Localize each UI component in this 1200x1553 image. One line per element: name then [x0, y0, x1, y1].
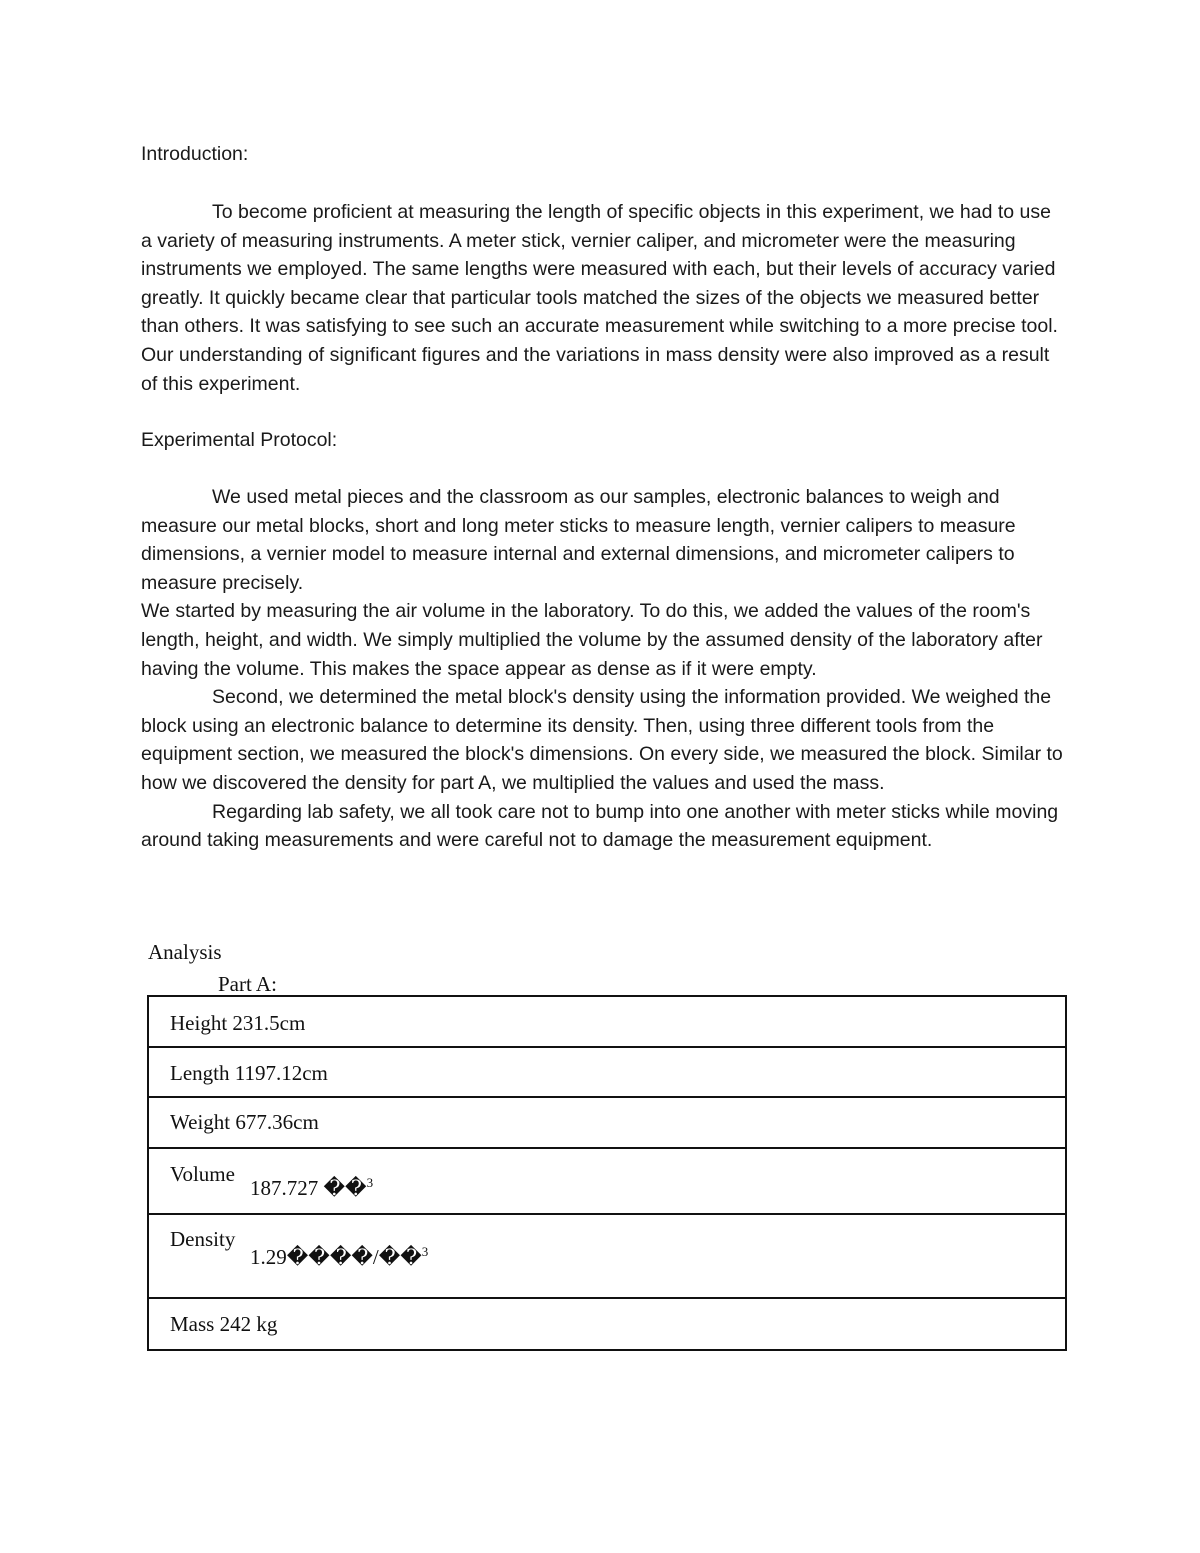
protocol-heading: Experimental Protocol:: [141, 429, 338, 451]
measurement-table: [147, 995, 1067, 1351]
table-row: [149, 1215, 1065, 1299]
density-value: [250, 1244, 428, 1270]
volume-exponent: 3: [366, 1175, 374, 1190]
density-number: 1.29����/��: [250, 1245, 422, 1269]
table-row: [149, 1299, 1065, 1349]
volume-value: [250, 1175, 373, 1201]
density-exponent: 3: [421, 1244, 429, 1259]
analysis-heading: Analysis: [148, 940, 222, 964]
volume-label: Volume: [170, 1162, 235, 1186]
weight-cell: Weight 677.36cm: [170, 1110, 319, 1134]
length-cell: Length 1197.12cm: [170, 1061, 328, 1085]
table-row: [149, 997, 1065, 1048]
protocol-body: [141, 483, 1066, 855]
mass-cell: Mass 242 kg: [170, 1312, 278, 1336]
protocol-paragraph-safety: Regarding lab safety, we all took care not to bump into one another with meter sticks while moving around taking measurements and were careful not to damage the measurement equipment.: [141, 800, 1059, 852]
table-row: [149, 1048, 1065, 1098]
table-row: [149, 1149, 1065, 1215]
part-a-heading: Part A:: [218, 972, 277, 996]
height-cell: Height 231.5cm: [170, 1011, 306, 1035]
protocol-paragraph-block-density: Second, we determined the metal block's density using the information provided. We weighed the block using an electronic balance to determine its density. Then, using three different tools from the equipment section, we measured the block's dimensions. On every side, we measured the block. Similar to how we discovered the density for part A, we multiplied the values and used the mass.: [141, 686, 1063, 794]
density-label: Density: [170, 1227, 236, 1251]
introduction-text: To become proficient at measuring the length of specific objects in this experiment, we had to use a variety of measuring instruments. A meter stick, vernier caliper, and micrometer were the measuring instruments we employed. The same lengths were measured with each, but their levels of accuracy varied greatly. It quickly became clear that particular tools matched the sizes of the objects we measured better than others. It was satisfying to see such an accurate measurement while switching to a more precise tool. Our understanding of significant figures and the variations in mass density were also improved as a result of this experiment.: [141, 201, 1058, 395]
protocol-paragraph-air-volume: We started by measuring the air volume in the laboratory. To do this, we added the values of the room's length, height, and width. We simply multiplied the volume by the assumed density of the laboratory after having the volume. This makes the space appear as dense as if it were empty.: [141, 600, 1043, 680]
protocol-paragraph-materials: We used metal pieces and the classroom as our samples, electronic balances to weigh and measure our metal blocks, short and long meter sticks to measure length, vernier calipers to measure dimensions, a vernier model to measure internal and external dimensions, and micrometer calipers to measure precisely.: [141, 486, 1016, 594]
table-row: [149, 1098, 1065, 1149]
volume-number: 187.727 ��: [250, 1176, 367, 1200]
introduction-heading: Introduction:: [141, 143, 249, 165]
introduction-paragraph: [141, 198, 1066, 398]
